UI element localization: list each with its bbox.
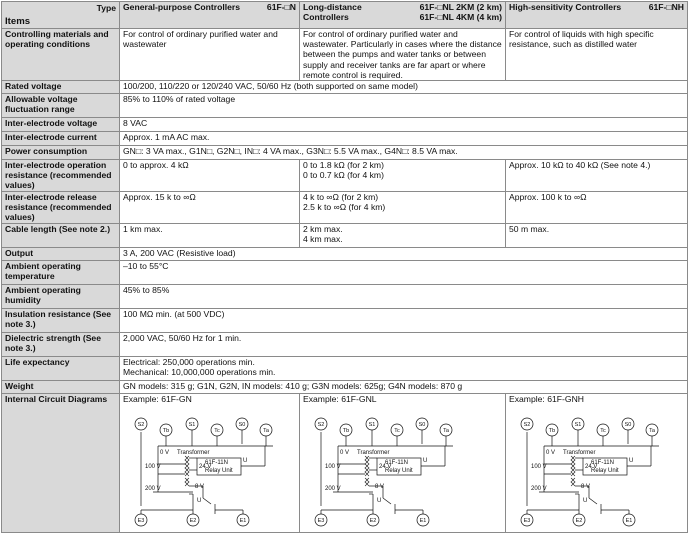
- cell-value: 45% to 85%: [120, 285, 688, 309]
- v24-label: 24 V: [585, 464, 598, 471]
- v8-label: 8 V: [195, 484, 205, 491]
- relay-model-label: 61F-11N: [205, 460, 228, 467]
- row-label: Inter-electrode release resistance (recommended values): [2, 192, 120, 224]
- row-ambient-temperature: [2, 261, 688, 285]
- cell-value: For control of ordinary purified water and wastewater. Particularly in cases where the distance between the pumps and water tanks or between supply and receiver tanks are far apart or where remote control is required.: [300, 29, 506, 81]
- relay-unit-label: Relay Unit: [591, 468, 619, 475]
- terminal-label: Tc: [214, 428, 220, 435]
- diagram-title: Example: 61F-GNL: [303, 394, 377, 405]
- terminal-label: S1: [574, 422, 582, 429]
- diagram-cell-2: [300, 394, 506, 533]
- diagram-title: Example: 61F-GN: [123, 394, 192, 405]
- v8-label: 8 V: [375, 484, 385, 491]
- row-label: Inter-electrode operation resistance (recommended values): [2, 160, 120, 192]
- v200-label: 200 V: [531, 486, 547, 493]
- cell-value: 0 to approx. 4 kΩ: [120, 160, 300, 192]
- terminal-label: S2: [137, 422, 145, 429]
- relay-model-label: 61F-11N: [385, 460, 408, 467]
- v200-label: 200 V: [325, 486, 341, 493]
- row-operation-resistance: [2, 160, 688, 192]
- value-line: 0 to 1.8 kΩ (for 2 km): [303, 160, 384, 171]
- header-row: [2, 2, 688, 29]
- row-label: Inter-electrode current: [2, 132, 120, 146]
- value-line: 2 km max.: [303, 224, 343, 235]
- v100-label: 100 V: [145, 464, 161, 471]
- cell-value: 2,000 VAC, 50/60 Hz for 1 min.: [120, 333, 688, 357]
- row-label: Life expectancy: [2, 357, 120, 381]
- cell-value: For control of ordinary purified water and wastewater: [120, 29, 300, 81]
- cell-value: For control of liquids with high specific resistance, such as distilled water: [506, 29, 688, 81]
- cell-value: GN□: 3 VA max., G1N□, G2N□, IN□: 4 VA max., G3N□: 5.5 VA max., G4N□: 8.5 VA max.: [120, 146, 688, 160]
- col2-header: [300, 2, 506, 29]
- row-label: Dielectric strength (See note 3.): [2, 333, 120, 357]
- row-label: Ambient operating temperature: [2, 261, 120, 285]
- col2-name: Long-distance Controllers: [303, 2, 362, 23]
- cell-value: Approx. 100 k to ∞Ω: [506, 192, 688, 224]
- col1-name: General-purpose Controllers: [123, 2, 240, 12]
- circuit-diagram: [303, 406, 463, 528]
- row-output: [2, 248, 688, 261]
- v100-label: 100 V: [325, 464, 341, 471]
- row-dielectric: [2, 333, 688, 357]
- col2-model-2: 61F-□NL 4KM (4 km): [419, 12, 502, 23]
- terminal-label: Tb: [162, 428, 170, 435]
- row-controlling: [2, 29, 688, 81]
- row-diagrams: [2, 394, 688, 533]
- row-power: [2, 146, 688, 160]
- cell-value: 100/200, 110/220 or 120/240 VAC, 50/60 Hz (both supported on same model): [120, 81, 688, 94]
- row-label: Internal Circuit Diagrams: [2, 394, 120, 533]
- row-label: Controlling materials and operating conditions: [2, 29, 120, 81]
- terminal-label: E2: [189, 518, 197, 525]
- row-label: Ambient operating humidity: [2, 285, 120, 309]
- row-cable: [2, 224, 688, 248]
- v0-label: 0 V: [340, 450, 350, 457]
- cell-value: [120, 357, 688, 381]
- terminal-label: S1: [188, 422, 196, 429]
- v0-label: 0 V: [546, 450, 556, 457]
- col3-model: 61F-□NH: [648, 2, 684, 12]
- value-line: 4 k to ∞Ω (for 2 km): [303, 192, 379, 203]
- col3-name: High-sensitivity Controllers: [509, 2, 622, 12]
- cell-value: 3 A, 200 VAC (Resistive load): [120, 248, 688, 261]
- circuit-diagram-slot: [303, 406, 502, 528]
- terminal-label: Tb: [342, 428, 350, 435]
- v200-label: 200 V: [145, 486, 161, 493]
- cell-value: [300, 192, 506, 224]
- row-label: Power consumption: [2, 146, 120, 160]
- row-ambient-humidity: [2, 285, 688, 309]
- terminal-label: S1: [368, 422, 376, 429]
- v24-label: 24 V: [199, 464, 212, 471]
- value-line: Mechanical: 10,000,000 operations min.: [123, 367, 276, 378]
- cell-value: [300, 224, 506, 248]
- cell-value: 1 km max.: [120, 224, 300, 248]
- transformer-label: Transformer: [357, 450, 390, 457]
- col3-header: [506, 2, 688, 29]
- row-label: Rated voltage: [2, 81, 120, 94]
- diagram-title: Example: 61F-GNH: [509, 394, 584, 405]
- row-label: Output: [2, 248, 120, 261]
- col2-model-1: 61F-□NL 2KM (2 km): [419, 2, 502, 12]
- spec-table: [1, 1, 688, 533]
- terminal-label: Ta: [263, 428, 269, 435]
- row-insulation: [2, 309, 688, 333]
- v0-label: 0 V: [160, 450, 170, 457]
- terminal-label: E3: [317, 518, 325, 525]
- cell-value: GN models: 315 g; G1N, G2N, IN models: 410 g; G3N models: 625g; G4N models: 870 g: [120, 381, 688, 394]
- relay-unit-label: Relay Unit: [205, 468, 233, 475]
- cell-value: Approx. 1 mA AC max.: [120, 132, 688, 146]
- u-switch-label: U: [583, 498, 588, 505]
- value-line: 0 to 0.7 kΩ (for 4 km): [303, 170, 384, 181]
- terminal-label: Tc: [600, 428, 606, 435]
- u-switch-label: U: [377, 498, 382, 505]
- cell-value: 50 m max.: [506, 224, 688, 248]
- row-release-resistance: [2, 192, 688, 224]
- cell-value: –10 to 55°C: [120, 261, 688, 285]
- cell-value: 8 VAC: [120, 118, 688, 132]
- row-label: Allowable voltage fluctuation range: [2, 94, 120, 118]
- terminal-label: E1: [419, 518, 427, 525]
- u-label: U: [243, 458, 248, 465]
- items-label: Items: [5, 15, 31, 27]
- terminal-label: E3: [523, 518, 531, 525]
- value-line: Electrical: 250,000 operations min.: [123, 357, 255, 368]
- cell-value: Approx. 10 kΩ to 40 kΩ (See note 4.): [506, 160, 688, 192]
- cell-value: Approx. 15 k to ∞Ω: [120, 192, 300, 224]
- row-rated-voltage: [2, 81, 688, 94]
- circuit-diagram-slot: [509, 406, 684, 528]
- u-label: U: [423, 458, 428, 465]
- type-label: Type: [96, 3, 116, 13]
- terminal-label: Ta: [649, 428, 655, 435]
- v24-label: 24 V: [379, 464, 392, 471]
- v100-label: 100 V: [531, 464, 547, 471]
- terminal-label: E1: [625, 518, 633, 525]
- terminal-label: S0: [624, 422, 632, 429]
- row-label: Cable length (See note 2.): [2, 224, 120, 248]
- terminal-label: Ta: [443, 428, 449, 435]
- u-switch-label: U: [197, 498, 202, 505]
- v8-label: 8 V: [581, 484, 591, 491]
- cell-value: 85% to 110% of rated voltage: [120, 94, 688, 118]
- circuit-diagram: [123, 406, 283, 528]
- cell-value: [300, 160, 506, 192]
- relay-model-label: 61F-11N: [591, 460, 614, 467]
- terminal-label: E2: [369, 518, 377, 525]
- terminal-label: S2: [317, 422, 325, 429]
- circuit-diagram-slot: [123, 406, 296, 528]
- terminal-label: E3: [137, 518, 145, 525]
- value-line: 2.5 k to ∞Ω (for 4 km): [303, 202, 386, 213]
- cell-value: 100 MΩ min. (at 500 VDC): [120, 309, 688, 333]
- col1-model: 61F-□N: [266, 2, 296, 12]
- row-inter-voltage: [2, 118, 688, 132]
- terminal-label: Tc: [394, 428, 400, 435]
- row-label: Weight: [2, 381, 120, 394]
- diagram-cell-3: [506, 394, 688, 533]
- row-label: Insulation resistance (See note 3.): [2, 309, 120, 333]
- row-allowable: [2, 94, 688, 118]
- row-inter-current: [2, 132, 688, 146]
- terminal-label: S2: [523, 422, 531, 429]
- u-label: U: [629, 458, 634, 465]
- col1-header: [120, 2, 300, 29]
- terminal-label: S0: [418, 422, 426, 429]
- row-weight: [2, 381, 688, 394]
- terminal-label: Tb: [548, 428, 556, 435]
- type-items-cell: [2, 2, 120, 29]
- terminal-label: E1: [239, 518, 247, 525]
- relay-unit-label: Relay Unit: [385, 468, 413, 475]
- diagram-cell-1: [120, 394, 300, 533]
- terminal-label: E2: [575, 518, 583, 525]
- terminal-label: S0: [238, 422, 246, 429]
- transformer-label: Transformer: [177, 450, 210, 457]
- circuit-diagram: [509, 406, 669, 528]
- value-line: 4 km max.: [303, 234, 343, 245]
- transformer-label: Transformer: [563, 450, 596, 457]
- row-label: Inter-electrode voltage: [2, 118, 120, 132]
- row-life: [2, 357, 688, 381]
